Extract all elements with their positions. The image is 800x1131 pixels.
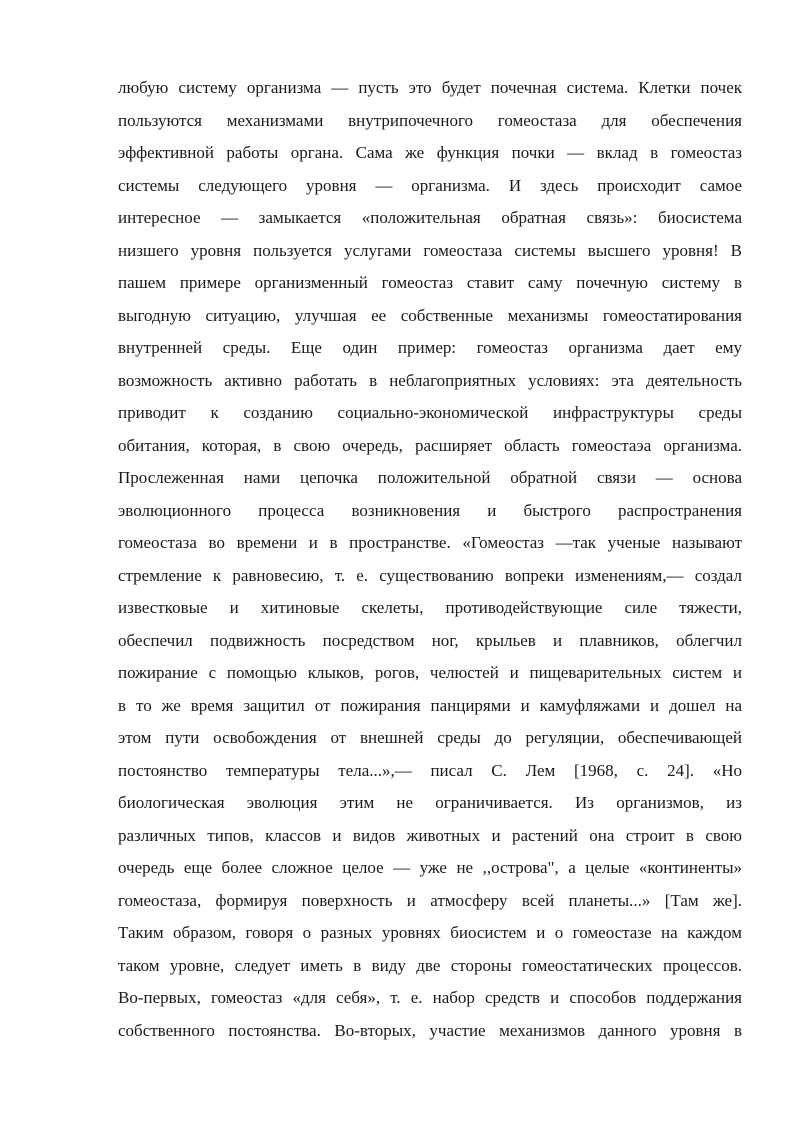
text-line: пожирание с помощью клыков, рогов, челюстей и пищеварительных систем и xyxy=(118,663,742,682)
text-line: внутренней среды. Еще один пример: гомеостаз организма дает ему xyxy=(118,338,742,357)
text-line: выгодную ситуацию, улучшая ее собственные механизмы гомеостатирования xyxy=(118,305,742,325)
text-line: интересное — замыкается «положительная обратная связь»: биосистема xyxy=(118,208,742,227)
text-line: стремление к равновесию, т. е. существованию вопреки изменениям,— создал xyxy=(118,565,742,585)
text-line: эволюционного процесса возникновения и быстрого распространения xyxy=(118,500,742,520)
document-page xyxy=(118,72,742,1047)
text-line: возможность активно работать в неблагоприятных условиях: эта деятельность xyxy=(118,370,742,390)
text-line: обитания, которая, в свою очередь, расширяет область гомеостаэа организма. xyxy=(118,435,742,455)
text-line: эффективной работы органа. Сама же функция почки — вклад в гомеостаз xyxy=(118,143,742,162)
text-line: таком уровне, следует иметь в виду две стороны гомеостатических процессов. xyxy=(118,955,742,975)
text-line: биологическая эволюция этим не ограничивается. Из организмов, из xyxy=(118,793,742,812)
text-line: любую систему организма — пусть это будет почечная система. Клетки почек xyxy=(118,78,742,97)
text-line: обеспечил подвижность посредством ног, крыльев и плавников, облегчил xyxy=(118,630,742,650)
text-line: Таким образом, говоря о разных уровнях биосистем и о гомеостазе на каждом xyxy=(118,923,742,942)
text-line: пользуются механизмами внутрипочечного гомеостаза для обеспечения xyxy=(118,110,742,130)
text-line: постоянство температуры тела...»,— писал С. Лем [1968, с. 24]. «Но xyxy=(118,760,742,780)
text-line: собственного постоянства. Во-вторых, участие механизмов данного уровня в xyxy=(118,1020,742,1040)
text-line: пашем примере организменный гомеостаз ставит саму почечную систему в xyxy=(118,273,742,292)
text-line: низшего уровня пользуется услугами гомеостаза системы высшего уровня! В xyxy=(118,240,742,260)
text-line: гомеостаза во времени и в пространстве. «Гомеостаз —так ученые называют xyxy=(118,533,742,552)
text-line: этом пути освобождения от внешней среды до регуляции, обеспечивающей xyxy=(118,728,742,747)
text-line: различных типов, классов и видов животных и растений она строит в свою xyxy=(118,825,742,845)
text-line: очередь еще более сложное целое — уже не ,,острова", а целые «континенты» xyxy=(118,858,742,877)
text-line: Во-первых, гомеостаз «для себя», т. е. набор средств и способов поддержания xyxy=(118,988,742,1007)
text-line: в то же время защитил от пожирания панцирями и камуфляжами и дошел на xyxy=(118,695,742,715)
text-line: системы следующего уровня — организма. И здесь происходит самое xyxy=(118,175,742,195)
text-line: гомеостаза, формируя поверхность и атмосферу всей планеты...» [Там же]. xyxy=(118,890,742,910)
text-line: Прослеженная нами цепочка положительной обратной связи — основа xyxy=(118,468,742,487)
text-line: приводит к созданию социально-экономической инфраструктуры среды xyxy=(118,403,742,422)
text-line: известковые и хитиновые скелеты, противодействующие силе тяжести, xyxy=(118,598,742,617)
